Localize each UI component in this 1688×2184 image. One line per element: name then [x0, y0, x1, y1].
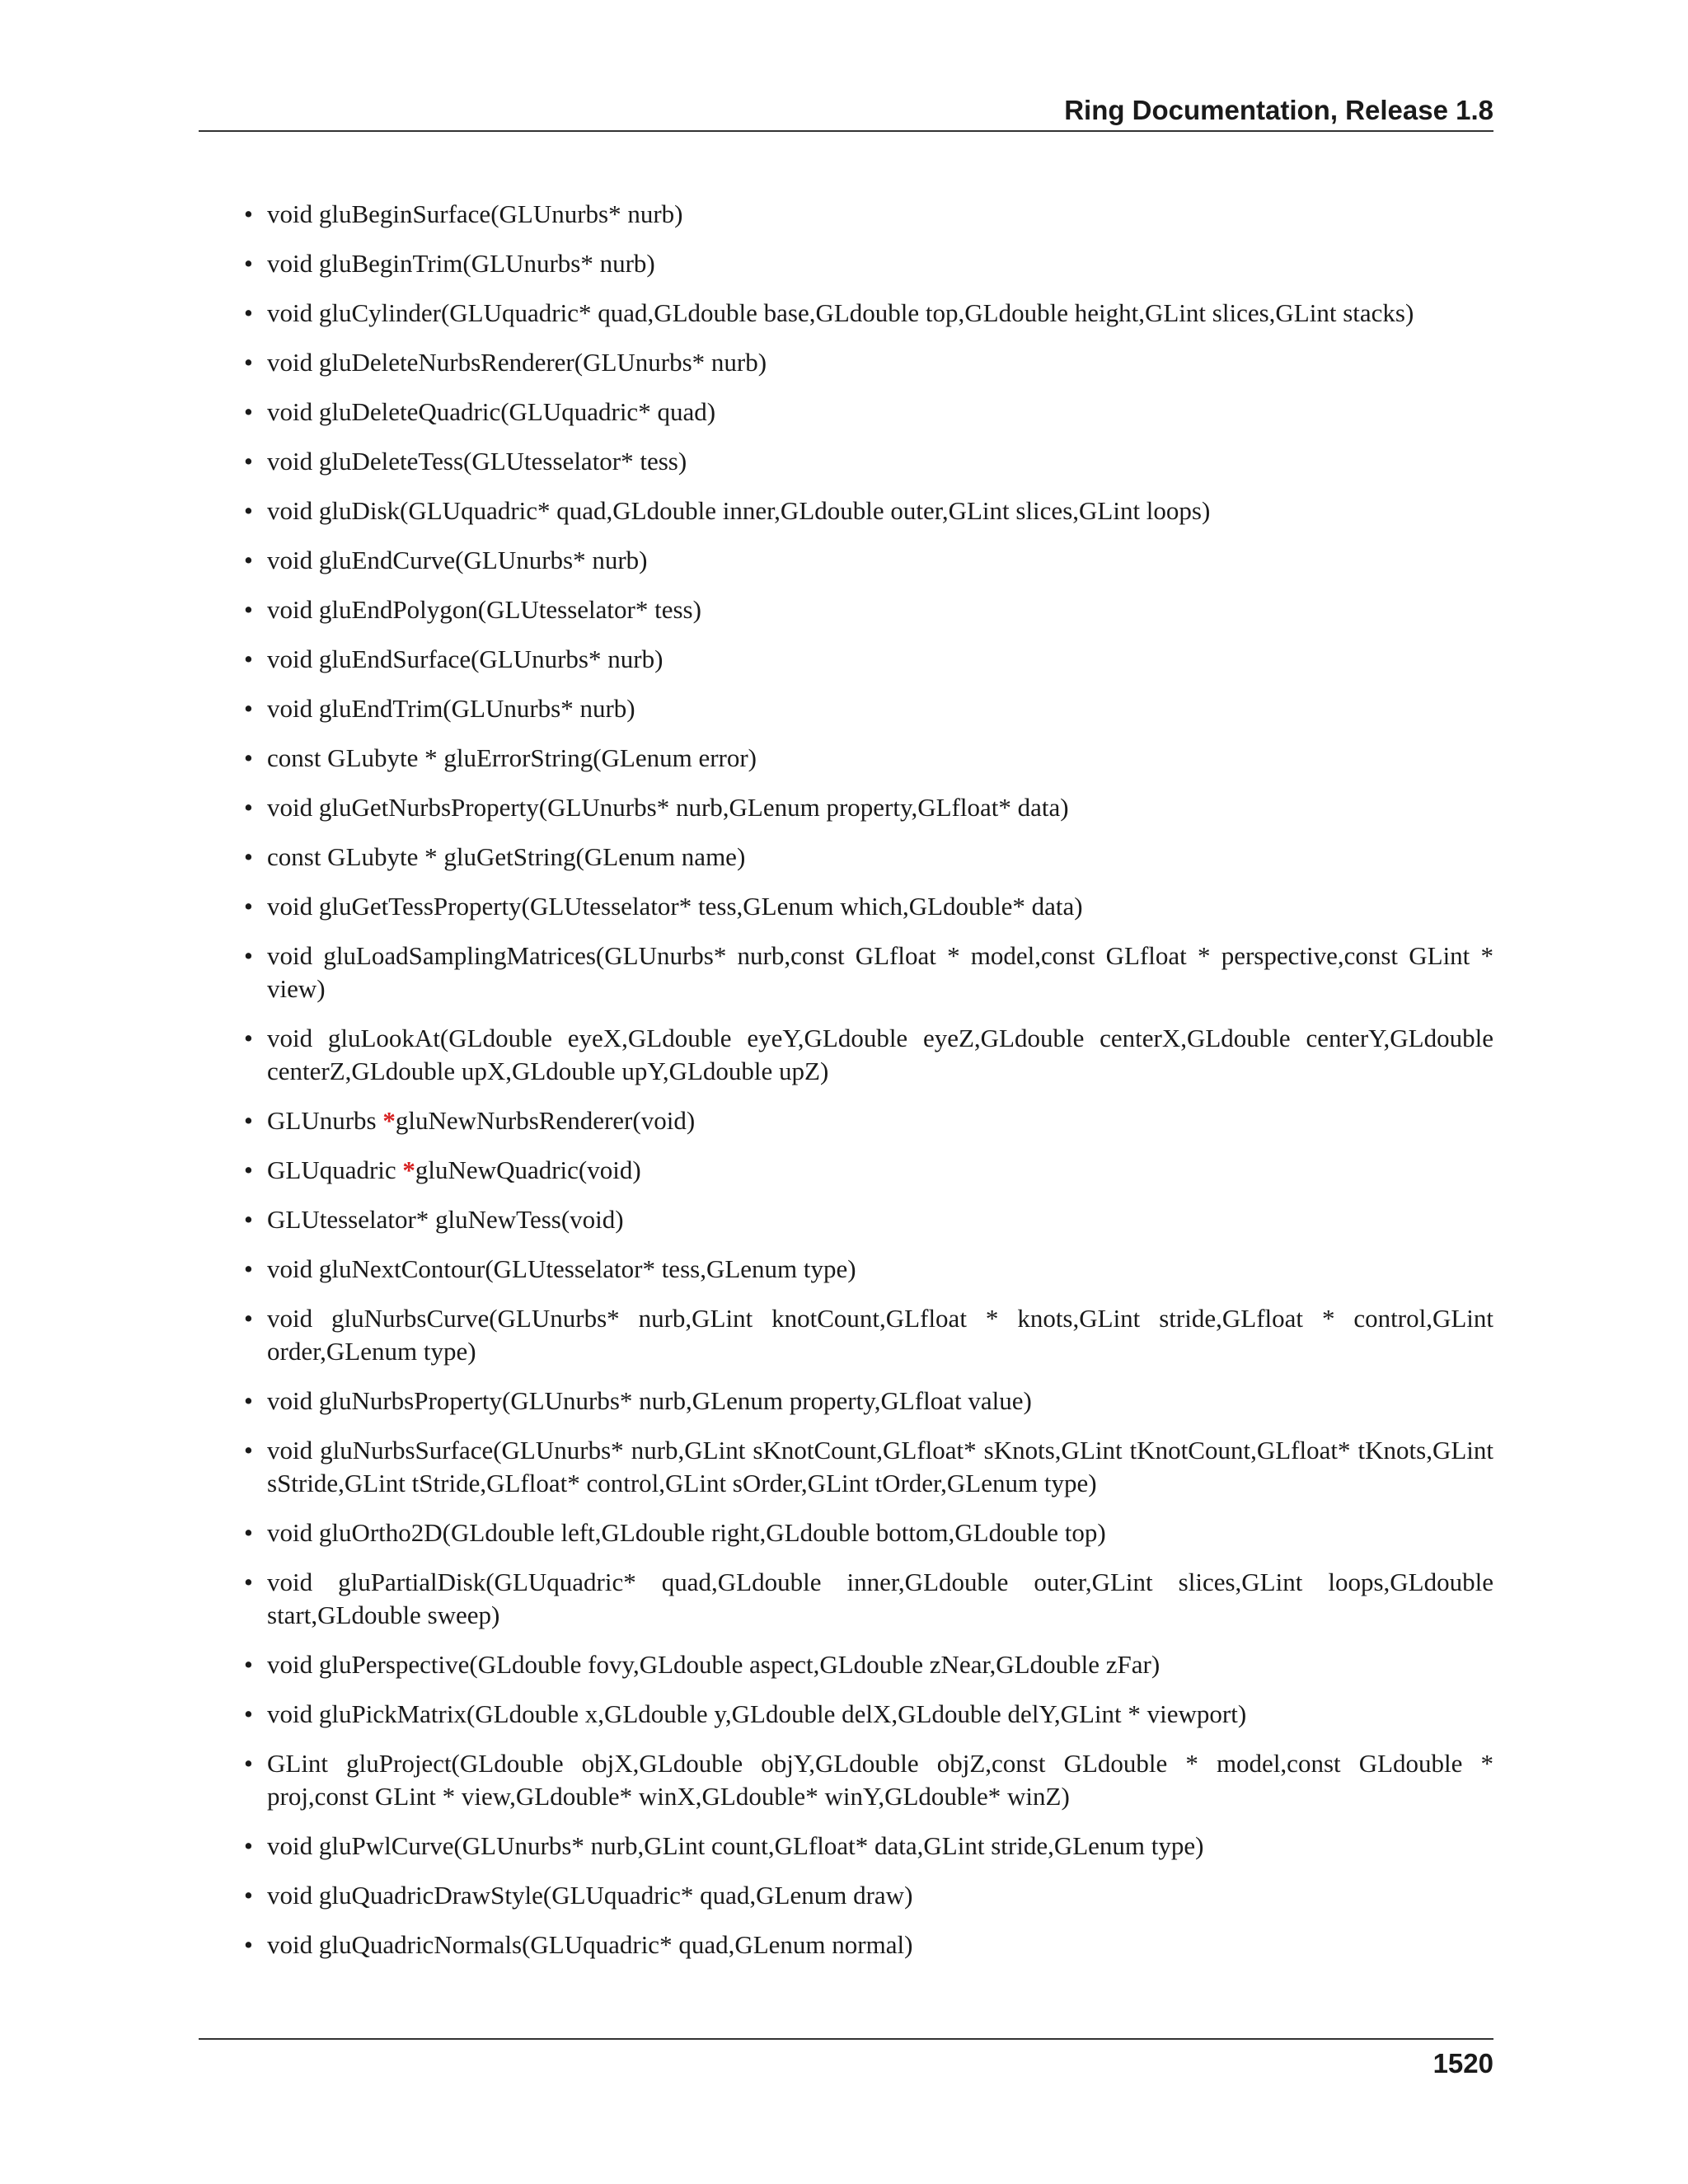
bullet-icon: •: [244, 298, 253, 327]
function-signature: const GLubyte * gluErrorString(GLenum error): [267, 743, 757, 772]
function-signature: void gluBeginTrim(GLUnurbs* nurb): [267, 249, 655, 278]
bullet-icon: •: [244, 1881, 253, 1910]
function-signature-name: gluNewNurbsRenderer(void): [395, 1106, 696, 1135]
list-item: [199, 1879, 1493, 1912]
function-signature: void gluGetTessProperty(GLUtesselator* tess,GLenum which,GLdouble* data): [267, 892, 1083, 921]
bullet-icon: •: [244, 249, 253, 278]
list-item: [199, 1253, 1493, 1286]
function-signature: void gluEndTrim(GLUnurbs* nurb): [267, 694, 635, 723]
bullet-icon: •: [244, 1749, 253, 1778]
bullet-icon: •: [244, 496, 253, 525]
bullet-icon: •: [244, 1831, 253, 1860]
bullet-icon: •: [244, 1436, 253, 1465]
function-signature: void gluCylinder(GLUquadric* quad,GLdouble base,GLdouble top,GLdouble height,GLint slices,GLint stacks): [267, 298, 1414, 327]
list-item: [199, 297, 1493, 330]
list-item: [199, 198, 1493, 231]
bullet-icon: •: [244, 743, 253, 772]
list-item: [199, 1830, 1493, 1863]
bullet-icon: •: [244, 1024, 253, 1052]
list-item: [199, 1104, 1493, 1137]
list-item: [199, 494, 1493, 527]
list-item: [199, 1434, 1493, 1500]
function-signature: void gluNurbsSurface(GLUnurbs* nurb,GLint sKnotCount,GLfloat* sKnots,GLint tKnotCount,GLfloat* tKnots,GLint sStride,GLint tStride,GLfloat* control,GLint sOrder,GLint tOrder,GLenum type): [267, 1436, 1493, 1497]
function-signature: void gluDeleteTess(GLUtesselator* tess): [267, 447, 687, 476]
bullet-icon: •: [244, 793, 253, 822]
list-item: [199, 791, 1493, 824]
function-signature: const GLubyte * gluGetString(GLenum name): [267, 842, 746, 871]
list-item: [199, 1203, 1493, 1236]
bullet-icon: •: [244, 348, 253, 377]
list-item: [199, 1022, 1493, 1088]
bullet-icon: •: [244, 199, 253, 228]
list-item: [199, 1698, 1493, 1731]
bullet-icon: •: [244, 1518, 253, 1547]
function-signature: void gluPwlCurve(GLUnurbs* nurb,GLint count,GLfloat* data,GLint stride,GLenum type): [267, 1831, 1204, 1860]
bullet-icon: •: [244, 1254, 253, 1283]
bullet-icon: •: [244, 941, 253, 970]
list-item: [199, 593, 1493, 626]
function-signature: void gluPerspective(GLdouble fovy,GLdouble aspect,GLdouble zNear,GLdouble zFar): [267, 1650, 1160, 1679]
function-signature: GLUtesselator* gluNewTess(void): [267, 1205, 624, 1234]
function-signature-type: GLUnurbs: [267, 1106, 383, 1135]
function-signature: void gluGetNurbsProperty(GLUnurbs* nurb,GLenum property,GLfloat* data): [267, 793, 1069, 822]
bullet-icon: •: [244, 546, 253, 574]
list-item: [199, 396, 1493, 429]
page-header-title: Ring Documentation, Release 1.8: [1064, 95, 1493, 125]
function-signature: void gluLookAt(GLdouble eyeX,GLdouble eyeY,GLdouble eyeZ,GLdouble centerX,GLdouble centerY,GLdouble centerZ,GLdouble upX,GLdouble upY,GLdouble upZ): [267, 1024, 1493, 1085]
function-signature-name: gluNewQuadric(void): [415, 1155, 641, 1184]
list-item: [199, 1385, 1493, 1418]
list-item: [199, 1516, 1493, 1549]
function-signature: void gluEndCurve(GLUnurbs* nurb): [267, 546, 648, 574]
function-signature: void gluPickMatrix(GLdouble x,GLdouble y,GLdouble delX,GLdouble delY,GLint * viewport): [267, 1699, 1247, 1728]
list-item: [199, 890, 1493, 923]
function-signature: void gluEndPolygon(GLUtesselator* tess): [267, 595, 701, 624]
function-signature: void gluNextContour(GLUtesselator* tess,GLenum type): [267, 1254, 856, 1283]
function-signature: GLint gluProject(GLdouble objX,GLdouble objY,GLdouble objZ,const GLdouble * model,const GLdouble * proj,const GLint * view,GLdouble* winX,GLdouble* winY,GLdouble* winZ): [267, 1749, 1493, 1811]
page-number: 1520: [1432, 2048, 1493, 2079]
bullet-icon: •: [244, 1699, 253, 1728]
header-divider: [199, 130, 1493, 132]
list-item: [199, 247, 1493, 280]
bullet-icon: •: [244, 1106, 253, 1135]
function-list: [199, 198, 1493, 1978]
list-item: [199, 544, 1493, 577]
bullet-icon: •: [244, 694, 253, 723]
bullet-icon: •: [244, 595, 253, 624]
bullet-icon: •: [244, 1650, 253, 1679]
function-signature: void gluQuadricNormals(GLUquadric* quad,GLenum normal): [267, 1930, 913, 1959]
bullet-icon: •: [244, 644, 253, 673]
function-signature: void gluEndSurface(GLUnurbs* nurb): [267, 644, 663, 673]
list-item: [199, 841, 1493, 874]
list-item: [199, 940, 1493, 1005]
function-signature: void gluDeleteQuadric(GLUquadric* quad): [267, 397, 716, 426]
list-item: [199, 1648, 1493, 1681]
function-signature: void gluNurbsCurve(GLUnurbs* nurb,GLint knotCount,GLfloat * knots,GLint stride,GLfloat * control,GLint order,GLenum type): [267, 1304, 1493, 1366]
list-item: [199, 643, 1493, 676]
bullet-icon: •: [244, 1930, 253, 1959]
function-signature: void gluDisk(GLUquadric* quad,GLdouble inner,GLdouble outer,GLint slices,GLint loops): [267, 496, 1211, 525]
list-item: [199, 346, 1493, 379]
bullet-icon: •: [244, 842, 253, 871]
bullet-icon: •: [244, 1155, 253, 1184]
bullet-icon: •: [244, 397, 253, 426]
list-item: [199, 445, 1493, 478]
bullet-icon: •: [244, 1386, 253, 1415]
list-item: [199, 742, 1493, 775]
function-signature: void gluLoadSamplingMatrices(GLUnurbs* nurb,const GLfloat * model,const GLfloat * perspective,const GLint * view): [267, 941, 1493, 1003]
pointer-asterisk: *: [382, 1106, 396, 1135]
function-signature: void gluQuadricDrawStyle(GLUquadric* quad,GLenum draw): [267, 1881, 913, 1910]
bullet-icon: •: [244, 1205, 253, 1234]
bullet-icon: •: [244, 892, 253, 921]
function-signature: void gluDeleteNurbsRenderer(GLUnurbs* nurb): [267, 348, 767, 377]
list-item: [199, 1566, 1493, 1632]
bullet-icon: •: [244, 1568, 253, 1596]
function-signature: void gluOrtho2D(GLdouble left,GLdouble right,GLdouble bottom,GLdouble top): [267, 1518, 1106, 1547]
list-item: [199, 1929, 1493, 1961]
footer-divider: [199, 2038, 1493, 2040]
list-item: [199, 1154, 1493, 1187]
bullet-icon: •: [244, 1304, 253, 1333]
pointer-asterisk: *: [402, 1155, 415, 1184]
list-item: [199, 692, 1493, 725]
list-item: [199, 1302, 1493, 1368]
function-signature: void gluBeginSurface(GLUnurbs* nurb): [267, 199, 683, 228]
bullet-icon: •: [244, 447, 253, 476]
list-item: [199, 1747, 1493, 1813]
function-signature: void gluPartialDisk(GLUquadric* quad,GLdouble inner,GLdouble outer,GLint slices,GLint loops,GLdouble start,GLdouble sweep): [267, 1568, 1493, 1629]
function-signature: void gluNurbsProperty(GLUnurbs* nurb,GLenum property,GLfloat value): [267, 1386, 1032, 1415]
function-signature-type: GLUquadric: [267, 1155, 403, 1184]
